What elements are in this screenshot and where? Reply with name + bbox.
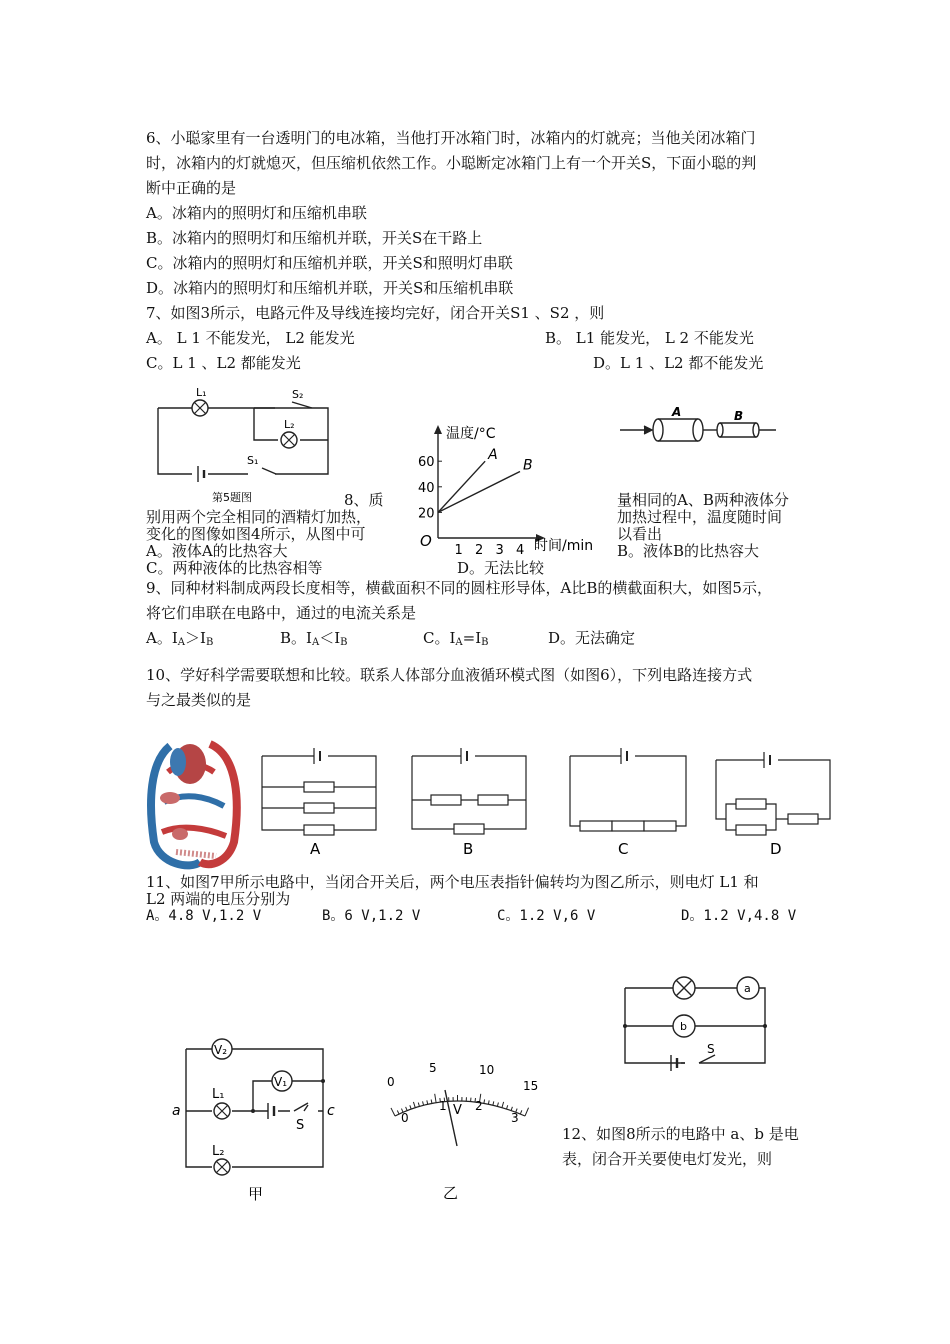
q8-option-b: B。液体B的比热容大 xyxy=(617,542,760,560)
q9-line-2: 将它们串联在电路中，通过的电流关系是 xyxy=(146,604,417,622)
q8-line-3-right: 以看出 xyxy=(617,525,663,543)
unit-v-label: V xyxy=(453,1103,462,1118)
node-a-label: a xyxy=(172,1103,181,1119)
y-tick-label-20: 20 xyxy=(418,506,435,522)
node-c-label: c xyxy=(327,1103,335,1119)
series-label-a: A xyxy=(488,447,498,464)
q8-line-1-right: 量相同的A、B两种液体分 xyxy=(617,491,789,509)
x-tick-label-1: 1 xyxy=(454,543,463,558)
inner-tick-3: 3 xyxy=(511,1111,519,1125)
q7-option-c: C。L 1 、L2 都能发光 xyxy=(146,354,301,372)
inner-tick-2: 2 xyxy=(475,1099,483,1113)
q9-option-a: A。$I_A>I_B$ xyxy=(146,629,214,648)
q7-option-b: B。 L1 能发光， L 2 不能发光 xyxy=(545,329,754,347)
voltmeter-dial-figure xyxy=(375,1050,555,1200)
q6-option-a: A。冰箱内的照明灯和压缩机串联 xyxy=(146,204,367,222)
x-tick-label-4: 4 xyxy=(516,543,525,558)
q11-option-b: B。6 V,1.2 V xyxy=(322,908,421,924)
inner-tick-0: 0 xyxy=(401,1111,409,1125)
q7-option-d: D。L 1 、L2 都不能发光 xyxy=(593,354,764,372)
meter-tick xyxy=(497,1103,498,1107)
v1-meter xyxy=(272,1071,292,1091)
meter-tick xyxy=(418,1103,419,1107)
figure-caption-jia: 甲 xyxy=(248,1185,264,1203)
meter-tick xyxy=(488,1100,489,1104)
q11-option-a: A。4.8 V,1.2 V xyxy=(146,908,262,924)
q8-option-a: A。液体A的比热容大 xyxy=(146,542,288,560)
meter-needle xyxy=(445,1090,457,1146)
meter-tick xyxy=(423,1101,424,1105)
q6-option-b: B。冰箱内的照明灯和压缩机并联，开关S在干路上 xyxy=(146,229,483,247)
meter-tick xyxy=(525,1108,529,1116)
q8-line-2-right: 加热过程中，温度随时间 xyxy=(617,508,783,526)
q11-line-1: 11、如图7甲所示电路中，当闭合开关后，两个电压表指针偏转均为图乙所示，则电灯 L1 和 xyxy=(146,873,759,891)
outer-tick-15: 15 xyxy=(523,1079,539,1093)
l2-label: L₂ xyxy=(284,418,295,431)
x-axis-label: 时间/min xyxy=(534,538,594,554)
q11-circuit-figure xyxy=(168,1035,348,1205)
meter-tick xyxy=(413,1102,415,1108)
l1-lamp xyxy=(214,1103,230,1119)
q11-option-c: C。1.2 V,6 V xyxy=(497,908,596,924)
meter-tick xyxy=(397,1110,399,1114)
x-tick-label-3: 3 xyxy=(495,543,504,558)
meter-tick xyxy=(493,1101,494,1105)
lamp-symbol xyxy=(673,977,695,999)
circuit-c xyxy=(570,748,686,831)
q7-circuit-figure xyxy=(150,378,340,503)
l2-label: L₂ xyxy=(212,1144,225,1159)
meter-tick xyxy=(507,1105,508,1109)
q8-line-2-left: 别用两个完全相同的酒精灯加热， xyxy=(146,508,372,526)
q9-option-b: B。$I_A<I_B$ xyxy=(280,629,348,648)
option-d-label: D xyxy=(770,840,782,858)
circuit-options-figure xyxy=(258,740,838,860)
q9-conductor-figure xyxy=(616,402,786,450)
q9-option-c: C。$I_A=I_B$ xyxy=(423,629,489,648)
meter-tick xyxy=(435,1094,436,1103)
l1-lamp xyxy=(192,400,208,416)
meter-tick xyxy=(520,1110,521,1114)
q6-option-d: D。冰箱内的照明灯和压缩机并联，开关S和压缩机串联 xyxy=(146,279,514,297)
battery-symbol xyxy=(198,466,204,482)
option-c-label: C xyxy=(618,840,629,858)
v1-label: V₁ xyxy=(274,1075,288,1089)
l1-label: L₁ xyxy=(196,386,207,399)
q12-line-1: 12、如图8所示的电路中 a、b 是电 xyxy=(562,1125,799,1143)
conductor-a-label: A xyxy=(672,405,682,419)
v2-label: V₂ xyxy=(214,1043,228,1057)
q8-line-3-left: 变化的图像如图4所示，从图中可 xyxy=(146,525,366,543)
y-axis-label: 温度/°C xyxy=(446,426,496,442)
q9-line-1: 9、同种材料制成两段长度相等，横截面积不同的圆柱形导体，A比B的横截面积大，如图5示， xyxy=(146,579,772,597)
series-label-b: B xyxy=(523,457,533,474)
q10-line-2: 与之最类似的是 xyxy=(146,691,252,709)
q8-line-1-left: 8、质 xyxy=(344,491,384,509)
meter-tick xyxy=(427,1100,428,1104)
q11-option-d: D。1.2 V,4.8 V xyxy=(681,908,797,924)
s2-label: S₂ xyxy=(292,388,304,401)
q6-option-c: C。冰箱内的照明灯和压缩机并联，开关S和照明灯串联 xyxy=(146,254,513,272)
inner-tick-1: 1 xyxy=(439,1099,447,1113)
series-line-a xyxy=(438,461,485,512)
q8-option-d: D。无法比较 xyxy=(457,559,545,577)
q7-option-a: A。 L 1 不能发光， L2 能发光 xyxy=(146,329,355,347)
q7-stem: 7、如图3所示，电路元件及导线连接均完好，闭合开关S1 、S2 ，则 xyxy=(146,304,605,322)
meter-tick xyxy=(410,1105,411,1109)
y-tick-label-40: 40 xyxy=(418,480,435,496)
meter-tick xyxy=(391,1108,395,1116)
switch-label: S xyxy=(296,1118,305,1133)
q9-option-d: D。无法确定 xyxy=(548,629,636,647)
meter-tick xyxy=(431,1099,432,1103)
outer-tick-0: 0 xyxy=(387,1075,395,1089)
switch-label: S xyxy=(707,1042,715,1056)
option-b-label: B xyxy=(463,840,474,858)
s1-label: S₁ xyxy=(247,454,259,467)
option-a-label: A xyxy=(310,840,321,858)
q6-line-2: 时，冰箱内的灯就熄灭，但压缩机依然工作。小聪断定冰箱门上有一个开关S，下面小聪的判 xyxy=(146,154,757,172)
x-tick-label-2: 2 xyxy=(475,543,484,558)
q11-line-2: L2 两端的电压分别为 xyxy=(146,890,291,908)
q8-option-c: C。两种液体的比热容相等 xyxy=(146,559,323,577)
l2-lamp xyxy=(281,432,297,448)
meter-tick xyxy=(484,1099,485,1103)
figure-caption-yi: 乙 xyxy=(443,1184,459,1200)
q6-line-1: 6、小聪家里有一台透明门的电冰箱，当他打开冰箱门时，冰箱内的灯就亮；当他关闭冰箱门 xyxy=(146,129,756,147)
meter-b-label: b xyxy=(680,1020,687,1033)
circuit-d xyxy=(716,752,830,835)
q12-circuit-figure xyxy=(615,965,775,1083)
y-tick-label-60: 60 xyxy=(418,455,435,471)
conductor-b-label: B xyxy=(734,409,744,423)
q12-line-2: 表，闭合开关要使电灯发光，则 xyxy=(562,1150,773,1168)
circuit-a xyxy=(262,748,376,835)
outer-tick-5: 5 xyxy=(429,1061,437,1075)
meter-a-label: a xyxy=(744,982,751,995)
v2-meter xyxy=(212,1039,232,1059)
meter-a xyxy=(737,977,759,999)
circuit-b xyxy=(412,748,526,834)
blood-circulation-image xyxy=(140,732,248,874)
q10-line-1: 10、学好科学需要联想和比较。联系人体部分血液循环模式图（如图6），下列电路连接方式 xyxy=(146,666,753,684)
l1-label: L₁ xyxy=(212,1087,225,1102)
l2-lamp xyxy=(214,1159,230,1175)
q6-line-3: 断中正确的是 xyxy=(146,179,237,197)
figure-caption: 第5题图 xyxy=(212,491,252,503)
outer-tick-10: 10 xyxy=(479,1063,495,1077)
origin-label: O xyxy=(420,532,432,550)
meter-tick xyxy=(502,1102,504,1108)
temperature-chart xyxy=(410,420,610,558)
series-line-b xyxy=(438,471,520,512)
meter-b xyxy=(673,1015,695,1037)
